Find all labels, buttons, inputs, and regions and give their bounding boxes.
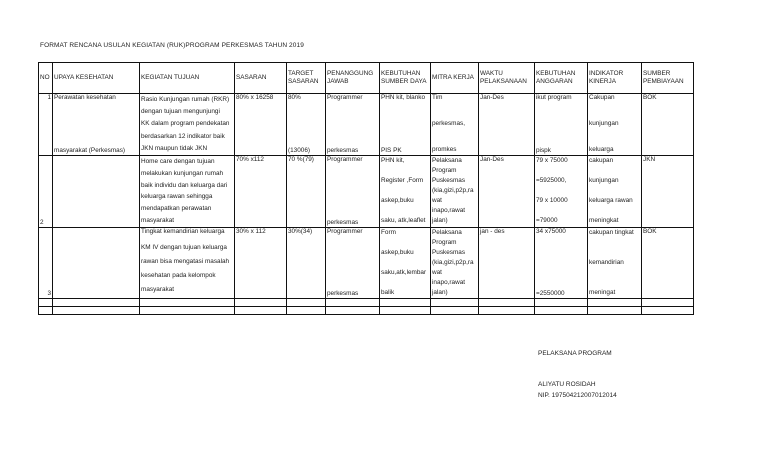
cell-line	[589, 138, 640, 147]
cell-line: kunjungan	[589, 120, 619, 128]
cell-pembiayaan: JKN	[642, 156, 694, 228]
cell-line: Rasio Kunjungan rumah (RKR)	[141, 96, 230, 103]
cell-target	[287, 94, 326, 156]
cell-line: KM IV dengan tujuan keluarga	[141, 243, 227, 251]
signature-role: PELAKSANA PROGRAM	[538, 350, 612, 357]
cell-text: (13006)	[288, 147, 311, 155]
cell-line	[589, 186, 640, 196]
signature-nip: NIP. 197504212007012014	[538, 392, 617, 399]
cell-line: berdasarkan 12 indikator baik	[141, 132, 225, 140]
cell-line: inapo,rawat	[432, 207, 466, 215]
header-anggaran: KEBUTUHAN ANGGARAN	[535, 63, 588, 94]
cell-line: Program	[432, 238, 457, 246]
cell-line	[381, 186, 429, 196]
cell-text: perkesmas	[327, 147, 359, 155]
row-number: 2	[40, 218, 44, 226]
cell-line: saku,atk,lembar	[381, 268, 427, 276]
cell-pembiayaan: BOK	[642, 227, 694, 298]
cell-line: Program	[432, 167, 457, 175]
cell-text: PHN kit, blanko	[381, 94, 426, 101]
cell-indikator	[588, 156, 642, 228]
cell-line: Puskesmas	[432, 248, 466, 256]
cell-kegiatan	[140, 156, 235, 228]
cell-sumber-daya	[380, 227, 431, 298]
cell-sasaran: 70% x112	[235, 156, 287, 228]
cell-text: perkesmas	[327, 218, 359, 226]
cell-anggaran	[535, 227, 588, 298]
cell-line: masyarakat	[141, 217, 175, 224]
cell-line: KK dalam program pendekatan	[141, 120, 230, 128]
header-kegiatan: KEGIATAN TUJUAN	[140, 63, 235, 94]
table-row	[39, 156, 694, 228]
cell-line: Home care dengan tujuan	[141, 158, 215, 166]
cell-line: meningkat	[589, 217, 619, 225]
cell-line: dengan tujuan mengunjungi	[141, 108, 220, 116]
cell-line: baik individu dan keluarga dari	[141, 181, 228, 189]
row-number-cell	[39, 227, 53, 298]
cell-text: ikut program	[536, 94, 572, 101]
cell-line: cakupan tingkat	[589, 228, 634, 236]
cell-penanggung	[326, 156, 380, 228]
cell-waktu: Jan-Des	[479, 94, 535, 156]
cell-line: saku, atk,leaflet	[381, 217, 426, 225]
cell-line	[589, 206, 640, 216]
header-row	[39, 63, 694, 94]
cell-text: =2550000	[536, 289, 565, 297]
cell-line: Pelaksana	[432, 157, 462, 165]
empty-row	[39, 298, 694, 306]
cell-line: keluarga rawan sehingga	[141, 193, 213, 201]
cell-mitra	[431, 156, 479, 228]
row-number: 1	[39, 94, 53, 156]
cell-target: 70 %(79)	[287, 156, 326, 228]
header-pembiayaan: SUMBER PEMBIAYAAN	[642, 63, 694, 94]
cell-line: kunjungan	[589, 177, 619, 185]
table-row	[39, 227, 694, 298]
header-penanggung: PENANGGUNG JAWAB	[326, 63, 380, 94]
cell-line	[589, 166, 640, 176]
cell-line	[432, 129, 477, 138]
cell-line: Form	[381, 228, 396, 236]
cell-upaya	[53, 227, 140, 298]
cell-line: mendapatkan perawatan	[141, 205, 212, 213]
header-upaya: UPAYA KESEHATAN	[53, 63, 140, 94]
cell-pembiayaan: BOK	[642, 94, 694, 156]
cell-text: Programmer	[327, 94, 363, 101]
cell-line: =79000	[536, 217, 558, 225]
cell-line: =5925000,	[536, 177, 567, 185]
cell-line: inapo,rawat	[432, 278, 466, 286]
cell-line: (kia,gizi,p2p,ra	[432, 187, 474, 195]
row-number-cell	[39, 156, 53, 228]
empty-row	[39, 306, 694, 314]
cell-text: Programmer	[327, 227, 363, 235]
row-number: 3	[47, 289, 51, 297]
header-waktu: WAKTU PELAKSANAAN	[479, 63, 535, 94]
cell-kegiatan	[140, 94, 235, 156]
cell-text: Perawatan kesehatan	[54, 94, 116, 101]
cell-line: balik	[381, 288, 395, 296]
cell-penanggung	[326, 227, 380, 298]
cell-line	[589, 238, 640, 248]
cell-line: masyarakat	[141, 286, 175, 294]
cell-line	[589, 248, 640, 258]
cell-sumber-daya	[380, 156, 431, 228]
cell-line	[589, 111, 640, 120]
cell-line	[589, 103, 640, 112]
cell-line: rawan bisa mengatasi masalah	[141, 258, 230, 265]
cell-line	[432, 111, 477, 120]
cell-line: 79 x 75000	[536, 157, 568, 165]
cell-anggaran	[535, 94, 588, 156]
cell-line: keluarga	[589, 146, 614, 154]
cell-kegiatan	[140, 227, 235, 298]
cell-line	[381, 258, 429, 268]
cell-line: wat	[432, 197, 442, 205]
cell-line: wat	[432, 268, 442, 276]
cell-line	[589, 268, 640, 278]
cell-line: Tingkat kemandirian keluarga	[141, 227, 225, 235]
cell-line: perkesmas,	[432, 120, 466, 128]
cell-line	[381, 238, 429, 248]
cell-text: masyarakat (Perkesmas)	[54, 147, 126, 155]
cell-line	[432, 103, 477, 112]
cell-penanggung	[326, 94, 380, 156]
cell-line	[536, 166, 586, 176]
cell-line: meningat	[589, 288, 616, 296]
cell-line: melakukan kunjungan rumah	[141, 169, 224, 177]
cell-line	[589, 129, 640, 138]
cell-text: perkesmas	[327, 289, 359, 297]
cell-waktu: jan - des	[479, 227, 535, 298]
header-target: TARGET SASARAN	[287, 63, 326, 94]
signature-name: ALIYATU ROSIDAH	[538, 381, 596, 388]
header-indikator: INDIKATOR KINERJA	[588, 63, 642, 94]
cell-line: 79 x 10000	[536, 197, 568, 205]
cell-text: PIS PK	[381, 147, 402, 155]
cell-text: Programmer	[327, 156, 363, 164]
header-sasaran: SASARAN	[235, 63, 287, 94]
cell-text: pispk	[536, 147, 551, 155]
cell-line: promkes	[432, 146, 457, 154]
ruk-table	[38, 62, 694, 315]
cell-mitra	[431, 94, 479, 156]
cell-line: (kia,gizi,p2p,ra	[432, 258, 474, 266]
cell-line: keluarga rawan	[589, 197, 633, 205]
cell-upaya	[53, 94, 140, 156]
cell-line: jalan)	[432, 217, 448, 225]
cell-waktu: Jan-Des	[479, 156, 535, 228]
cell-upaya	[53, 156, 140, 228]
cell-line	[536, 186, 586, 196]
cell-line: Puskesmas	[432, 177, 466, 185]
header-no: NO	[39, 63, 53, 94]
cell-line: jalan)	[432, 288, 448, 296]
cell-line	[381, 166, 429, 176]
cell-line: Pelaksana	[432, 228, 462, 236]
cell-line	[381, 206, 429, 216]
cell-line: Tim	[432, 94, 443, 101]
header-mitra: MITRA KERJA	[431, 63, 479, 94]
cell-line: askep,buku	[381, 197, 414, 205]
table-row	[39, 94, 694, 156]
cell-line	[536, 206, 586, 216]
cell-target: 30%(34)	[287, 227, 326, 298]
cell-line: cakupan	[589, 157, 614, 165]
cell-sasaran: 80% x 16258	[235, 94, 287, 156]
cell-mitra	[431, 227, 479, 298]
cell-sasaran: 30% x 112	[235, 227, 287, 298]
cell-anggaran	[535, 156, 588, 228]
cell-line: askep,buku	[381, 248, 414, 256]
cell-line: kemandirian	[589, 258, 624, 266]
cell-text: 80%	[288, 94, 301, 101]
cell-line: JKN maupun tidak JKN	[141, 144, 208, 152]
cell-indikator	[588, 94, 642, 156]
cell-text: 34 x75000	[536, 227, 566, 235]
cell-line: Register ,Form	[381, 177, 424, 185]
cell-line: PHN kit,	[381, 157, 405, 165]
cell-line	[589, 278, 640, 288]
cell-line: Cakupan	[589, 94, 615, 101]
cell-line: kesehatan pada kelompok	[141, 272, 216, 280]
cell-indikator	[588, 227, 642, 298]
cell-sumber-daya	[380, 94, 431, 156]
cell-line	[432, 138, 477, 147]
document-title: FORMAT RENCANA USULAN KEGIATAN (RUK)PROGRAM PERKESMAS TAHUN 2019	[40, 42, 304, 49]
cell-line	[381, 278, 429, 288]
header-sumber-daya: KEBUTUHAN SUMBER DAYA	[380, 63, 431, 94]
